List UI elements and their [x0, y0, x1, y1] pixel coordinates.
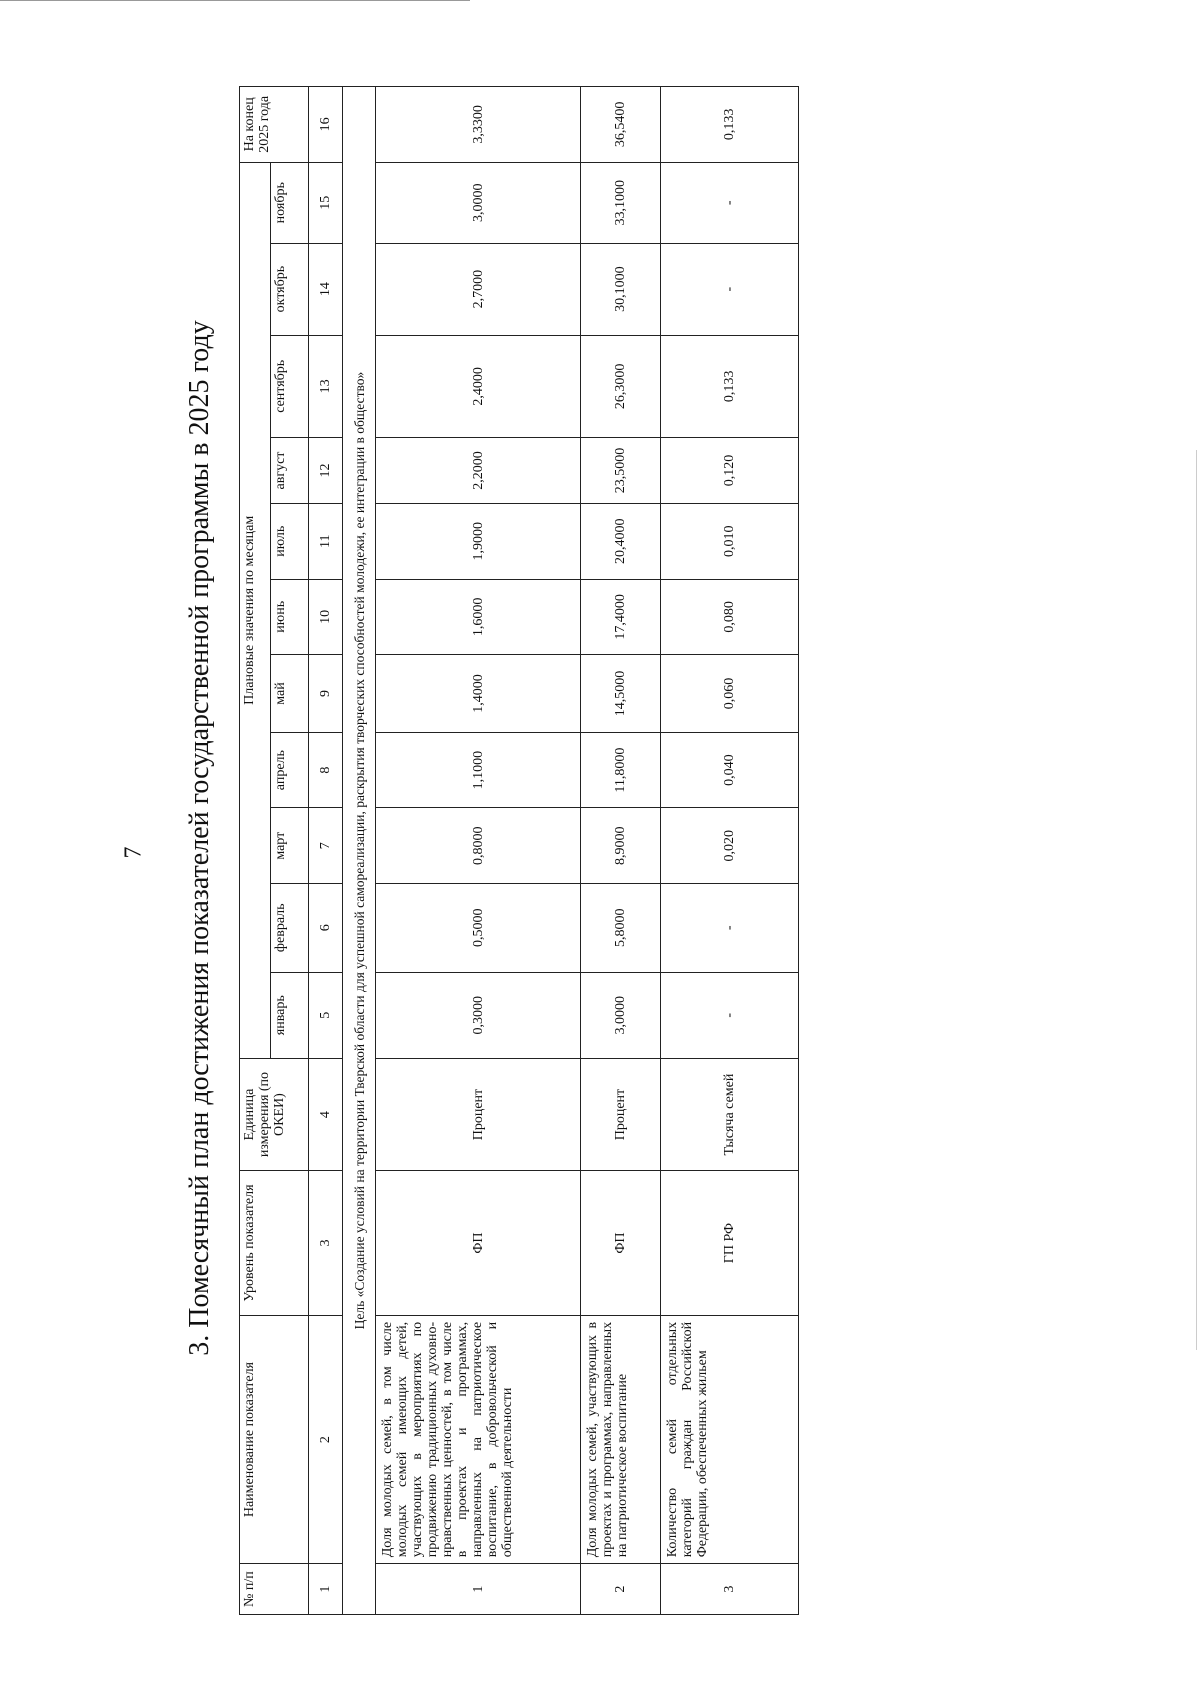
- row-value: 20,4000: [580, 503, 660, 579]
- row-unit: Тысяча семей: [661, 1058, 799, 1170]
- row-value: 1,6000: [376, 579, 581, 655]
- row-end-value: 3,3300: [376, 87, 581, 163]
- column-number: 16: [309, 87, 343, 163]
- row-value: 2,7000: [376, 243, 581, 335]
- column-number: 3: [309, 1171, 343, 1316]
- column-number: 10: [309, 579, 343, 655]
- column-number: 5: [309, 972, 343, 1058]
- month-header: февраль: [271, 884, 309, 973]
- column-number: 6: [309, 884, 343, 973]
- row-value: -: [661, 243, 799, 335]
- indicator-table-sheet: [239, 86, 799, 1615]
- goal-row: [342, 87, 376, 1615]
- row-value: 8,9000: [580, 808, 660, 884]
- row-value: 1,9000: [376, 503, 581, 579]
- row-value: 0,040: [661, 732, 799, 808]
- row-name: Количество семей отдельных категорий граждан Российской Федерации, обеспеченных жильем: [661, 1315, 799, 1563]
- month-header: январь: [271, 972, 309, 1058]
- month-header: октябрь: [271, 243, 309, 335]
- row-unit: Процент: [580, 1058, 660, 1170]
- row-num: 1: [376, 1564, 581, 1615]
- column-number: 12: [309, 438, 343, 504]
- row-value: 0,020: [661, 808, 799, 884]
- scan-artifact: [1196, 450, 1197, 1350]
- goal-text: Цель «Создание условий на территории Тверской области для успешной самореализации, раскрытия творческих способностей молодежи, ее интеграции в общество»: [342, 87, 376, 1615]
- row-value: 0,3000: [376, 972, 581, 1058]
- table-row: [376, 87, 581, 1615]
- column-number: 2: [309, 1315, 343, 1563]
- row-value: 5,8000: [580, 884, 660, 973]
- row-value: 1,4000: [376, 655, 581, 733]
- row-value: 0,133: [661, 335, 799, 438]
- month-header: июль: [271, 503, 309, 579]
- header-plan: Плановые значения по месяцам: [240, 162, 271, 1058]
- column-number: 14: [309, 243, 343, 335]
- month-header: август: [271, 438, 309, 504]
- row-end-value: 0,133: [661, 87, 799, 163]
- row-level: ФП: [580, 1171, 660, 1316]
- row-value: 17,4000: [580, 579, 660, 655]
- row-value: -: [661, 162, 799, 243]
- row-name: Доля молодых семей, участвующих в проектах и программах, направленных на патриотическое воспитание: [580, 1315, 660, 1563]
- row-value: 0,5000: [376, 884, 581, 973]
- page-title: 3. Помесячный план достижения показателей государственной программы в 2025 году: [184, 320, 215, 1356]
- column-number-row: [309, 87, 343, 1615]
- row-unit: Процент: [376, 1058, 581, 1170]
- row-value: 30,1000: [580, 243, 660, 335]
- header-row: [240, 87, 271, 1615]
- column-number: 11: [309, 503, 343, 579]
- row-value: 23,5000: [580, 438, 660, 504]
- column-number: 4: [309, 1058, 343, 1170]
- month-header: сентябрь: [271, 335, 309, 438]
- header-unit: Единица измерения (по ОКЕИ): [240, 1058, 309, 1170]
- month-header: ноябрь: [271, 162, 309, 243]
- column-number: 1: [309, 1564, 343, 1615]
- column-number: 8: [309, 732, 343, 808]
- row-value: 0,8000: [376, 808, 581, 884]
- row-value: 1,1000: [376, 732, 581, 808]
- monthly-plan-table: [239, 86, 799, 1615]
- row-value: 0,120: [661, 438, 799, 504]
- row-value: 2,4000: [376, 335, 581, 438]
- month-header: май: [271, 655, 309, 733]
- column-number: 15: [309, 162, 343, 243]
- row-value: 33,1000: [580, 162, 660, 243]
- row-value: 2,2000: [376, 438, 581, 504]
- row-value: 14,5000: [580, 655, 660, 733]
- row-name: Доля молодых семей, в том числе молодых семей имеющих детей, участвующих в мероприятиях по продвижению традиционных духовно-нравственных ценностей, в том числе в проектах и программах, направленных на патриотическое воспитание, в добровольческой и общественной деятельности: [376, 1315, 581, 1563]
- header-name: Наименование показателя: [240, 1315, 309, 1563]
- row-value: 26,3000: [580, 335, 660, 438]
- row-value: 3,0000: [376, 162, 581, 243]
- scan-artifact: [0, 0, 470, 1]
- column-number: 7: [309, 808, 343, 884]
- row-value: 0,060: [661, 655, 799, 733]
- row-value: -: [661, 884, 799, 973]
- table-row: [580, 87, 660, 1615]
- row-end-value: 36,5400: [580, 87, 660, 163]
- row-value: 11,8000: [580, 732, 660, 808]
- header-level: Уровень показателя: [240, 1171, 309, 1316]
- month-header: март: [271, 808, 309, 884]
- row-value: -: [661, 972, 799, 1058]
- month-header: июнь: [271, 579, 309, 655]
- row-level: ФП: [376, 1171, 581, 1316]
- row-value: 0,080: [661, 579, 799, 655]
- month-header: апрель: [271, 732, 309, 808]
- row-value: 3,0000: [580, 972, 660, 1058]
- row-value: 0,010: [661, 503, 799, 579]
- table-row: [661, 87, 799, 1615]
- header-num: № п/п: [240, 1564, 309, 1615]
- row-level: ГП РФ: [661, 1171, 799, 1316]
- row-num: 2: [580, 1564, 660, 1615]
- column-number: 9: [309, 655, 343, 733]
- column-number: 13: [309, 335, 343, 438]
- row-num: 3: [661, 1564, 799, 1615]
- header-end: На конец 2025 года: [240, 87, 309, 163]
- page-number: 7: [120, 846, 147, 859]
